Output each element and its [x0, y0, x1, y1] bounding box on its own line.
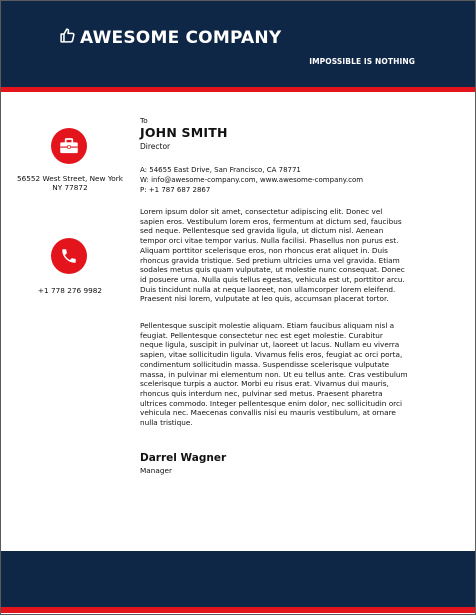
contact-address: A: 54655 East Drive, San Francisco, CA 78771: [140, 166, 301, 174]
header-accent-stripe: [1, 87, 475, 92]
body-paragraph-1: Lorem ipsum dolor sit amet, consectetur adipiscing elit. Donec vel sapien eros. Vestibulum lorem eros, fermentum at dictum sed, faucibus sed neque. Pellentesque sed gravida ligula, ut dictum nisl. Aenean tempor orci vitae tempor varius. Nulla facilisi. Phasellus non purus est. Aliquam porttitor scelerisque eros, non rhoncus erat aliquet in. Duis rhoncus gravida tristique. Sed pretium ultricies urna vel gravida. Etiam sodales metus quis quam vulputate, ut molestie nunc consequat. Donec id posuere urna. Nulla quis tellus egestas, vehicula est ut, porttitor arcu. Duis tincidunt nulla at neque laoreet, non ullamcorper lorem eleifend. Praesent nisi lorem, vulputate at leo quis, accumsan placerat tortor.: [140, 207, 405, 304]
company-name: AWESOME COMPANY: [80, 28, 282, 48]
sidebar-phone: +1 778 276 9982: [37, 286, 103, 295]
company-brand: [59, 27, 281, 49]
sidebar-address: [8, 174, 132, 192]
recipient-name: JOHN SMITH: [140, 125, 228, 140]
address-line-2: NY 77872: [52, 183, 88, 192]
thumbs-up-icon: [59, 27, 76, 49]
footer-bar: [1, 551, 475, 607]
phone-icon: [51, 238, 87, 274]
header-bar: [1, 1, 475, 87]
address-line-1: 56552 West Street, New York: [16, 174, 123, 183]
contact-block: [140, 165, 363, 196]
body-paragraph-2: Pellentesque suscipit molestie aliquam. Etiam faucibus aliquam nisl a feugiat. Pellentesque consectetur nec est eget molestie. Curabitur neque ligula, suscipit in pulvinar ut, laoreet ut lacus. Nullam eu viverra sapien, vitae sollicitudin ligula. Vivamus felis eros, feugiat ac orci porta, condimentum sollicitudin massa. Suspendisse scelerisque vulputate massa, in pulvinar mi elementum non. Ut eu tellus ante. Cras vestibulum scelerisque turpis a auctor. Morbi eu risus erat. Vivamus dui mauris, rhoncus quis interdum nec, pulvinar sed metus. Praesent pharetra ultrices commodo. Integer pellentesque enim dolor, nec sollicitudin orci vehicula nec. Maecenas convallis nisi eu mauris vestibulum, at ornare nulla tristique.: [140, 321, 408, 428]
contact-web: W: info@awesome-company.com, www.awesome-company.com: [140, 176, 364, 185]
recipient-title: Director: [140, 142, 171, 151]
briefcase-icon: [51, 128, 87, 164]
company-tagline: IMPOSSIBLE IS NOTHING: [309, 57, 415, 66]
to-label: To: [140, 116, 148, 125]
contact-phone: P: +1 787 687 2867: [140, 186, 211, 195]
signature-name: Darrel Wagner: [140, 452, 227, 464]
footer-accent-stripe: [1, 607, 475, 613]
signature-title: Manager: [140, 466, 172, 475]
